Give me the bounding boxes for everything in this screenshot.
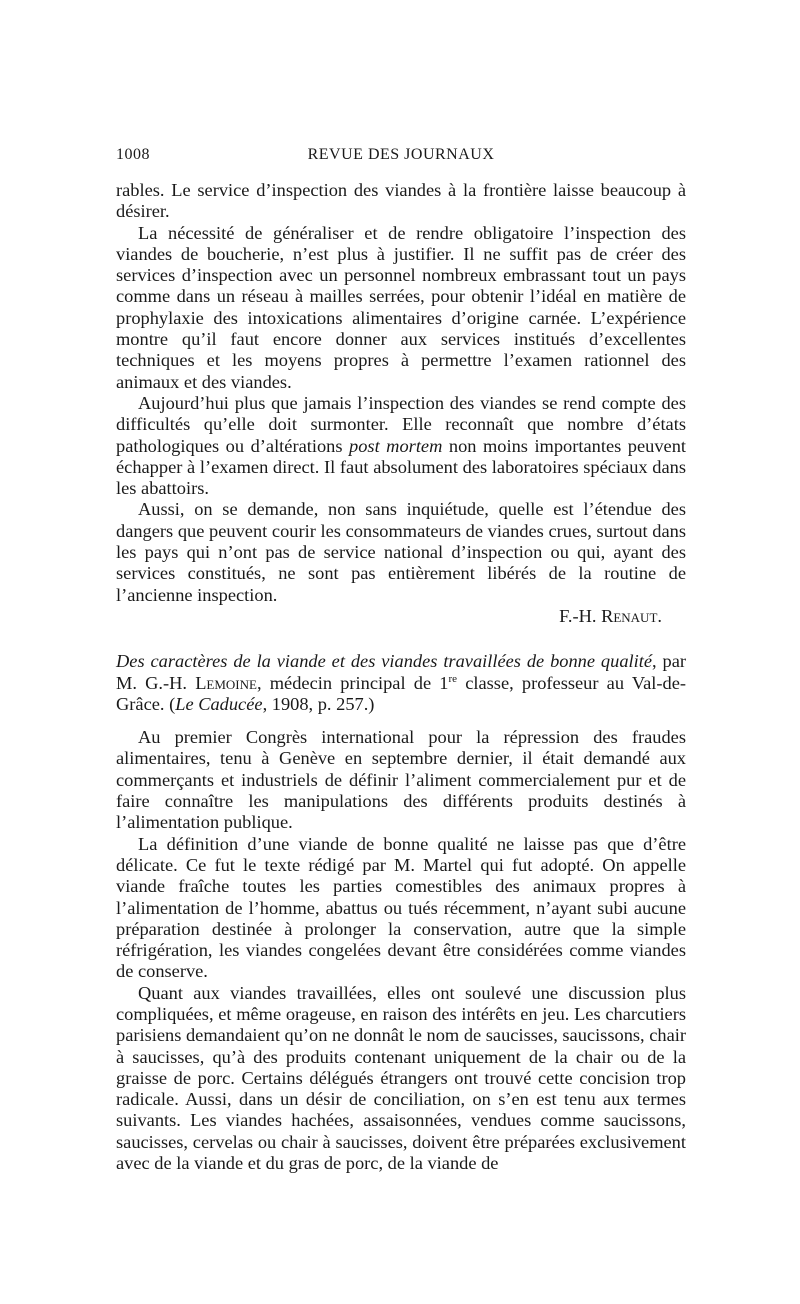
signature-initials: F.-H.	[559, 605, 602, 626]
text-run: non moins importantes peuvent échapper à l’examen direct. Il faut absolument des laboratoires spéciaux dans les abattoirs.	[116, 435, 686, 499]
paragraph: Aussi, on se demande, non sans inquiétude, quelle est l’étendue des dangers que peuvent courir les consommateurs de viandes crues, surtout dans les pays qui n’ont pas de service national d’inspection ou qui, ayant des services constitués, ne sont pas entièrement libérés de la routine de l’ancienne inspection.	[116, 499, 686, 605]
text-run: Aujourd’hui plus que jamais l’inspection des viandes se rend compte des difficultés qu’elle doit surmonter. Elle reconnaît que nombre d’états pathologiques ou d’altérations	[116, 392, 686, 456]
author-signature	[116, 606, 686, 627]
review-author: Lemoine	[195, 672, 257, 693]
ordinal-superscript: re	[448, 672, 458, 685]
paragraph: La nécessité de généraliser et de rendre obligatoire l’inspection des viandes de boucherie, n’est plus à justifier. Il ne suffit pas de créer des services d’inspection avec un personnel nombreux embrassant tout un pays comme dans un réseau à mailles serrées, pour obtenir l’idéal en matière de prophylaxie des intoxications alimentaires d’origine carnée. L’expérience montre qu’il faut encore donner aux services institués d’excellentes techniques et les moyens propres à permettre l’examen rationnel des animaux et des viandes.	[116, 222, 686, 392]
review-title: Des caractères de la viande et des viandes travaillées de bonne qualité	[116, 651, 653, 672]
signature-name: Renaut.	[601, 605, 662, 626]
text-run: , par M. G.-H.	[116, 651, 686, 693]
paragraph: La définition d’une viande de bonne qualité ne laisse pas que d’être délicate. Ce fut le texte rédigé par M. Martel qui fut adopté. On appelle viande fraîche toutes les parties comestibles des animaux propres à l’alimentation de l’homme, abattus ou tués récemment, n’ayant subi aucune préparation destinée à prolonger la conservation, autre que la simple réfrigération, les viandes congelées devant être considérées comme viandes de conserve.	[116, 833, 686, 982]
italic-term: post mortem	[349, 435, 443, 456]
text-run: classe, professeur au Val-de-Grâce. (	[116, 672, 686, 714]
document-page	[116, 146, 686, 1174]
running-title: REVUE DES JOURNAUX	[307, 146, 495, 163]
page-number: 1008	[116, 146, 150, 163]
review-body	[116, 727, 686, 1174]
review-citation	[116, 651, 686, 715]
paragraph: Au premier Congrès international pour la répression des fraudes alimentaires, tenu à Genève en septembre dernier, il était demandé aux commerçants et industriels de définir l’aliment commercialement pur et de faire connaître les manipulations des différents produits destinés à l’alimentation publique.	[116, 727, 686, 833]
previous-article-continuation	[116, 180, 686, 627]
text-run: , 1908, p. 257.)	[262, 693, 375, 714]
journal-name: Le Caducée	[175, 693, 263, 714]
paragraph	[116, 393, 686, 499]
paragraph: rables. Le service d’inspection des viandes à la frontière laisse beaucoup à désirer.	[116, 180, 686, 222]
text-run: , médecin principal de 1	[256, 672, 449, 693]
paragraph: Quant aux viandes travaillées, elles ont soulevé une discussion plus compliquées, et même orageuse, en raison des intérêts en jeu. Les charcutiers parisiens demandaient qu’on ne donnât le nom de saucisses, saucissons, chair à saucisses, qu’à des produits contenant uniquement de la chair ou de la graisse de porc. Certains délégués étrangers ont trouvé cette concision trop radicale. Aussi, dans un désir de conciliation, on s’en est tenu aux termes suivants. Les viandes hachées, assaisonnées, vendues comme saucissons, saucisses, cervelas ou chair à saucisses, doivent être préparées exclusivement avec de la viande et du gras de porc, de la viande de	[116, 982, 686, 1174]
page-header	[116, 146, 686, 168]
